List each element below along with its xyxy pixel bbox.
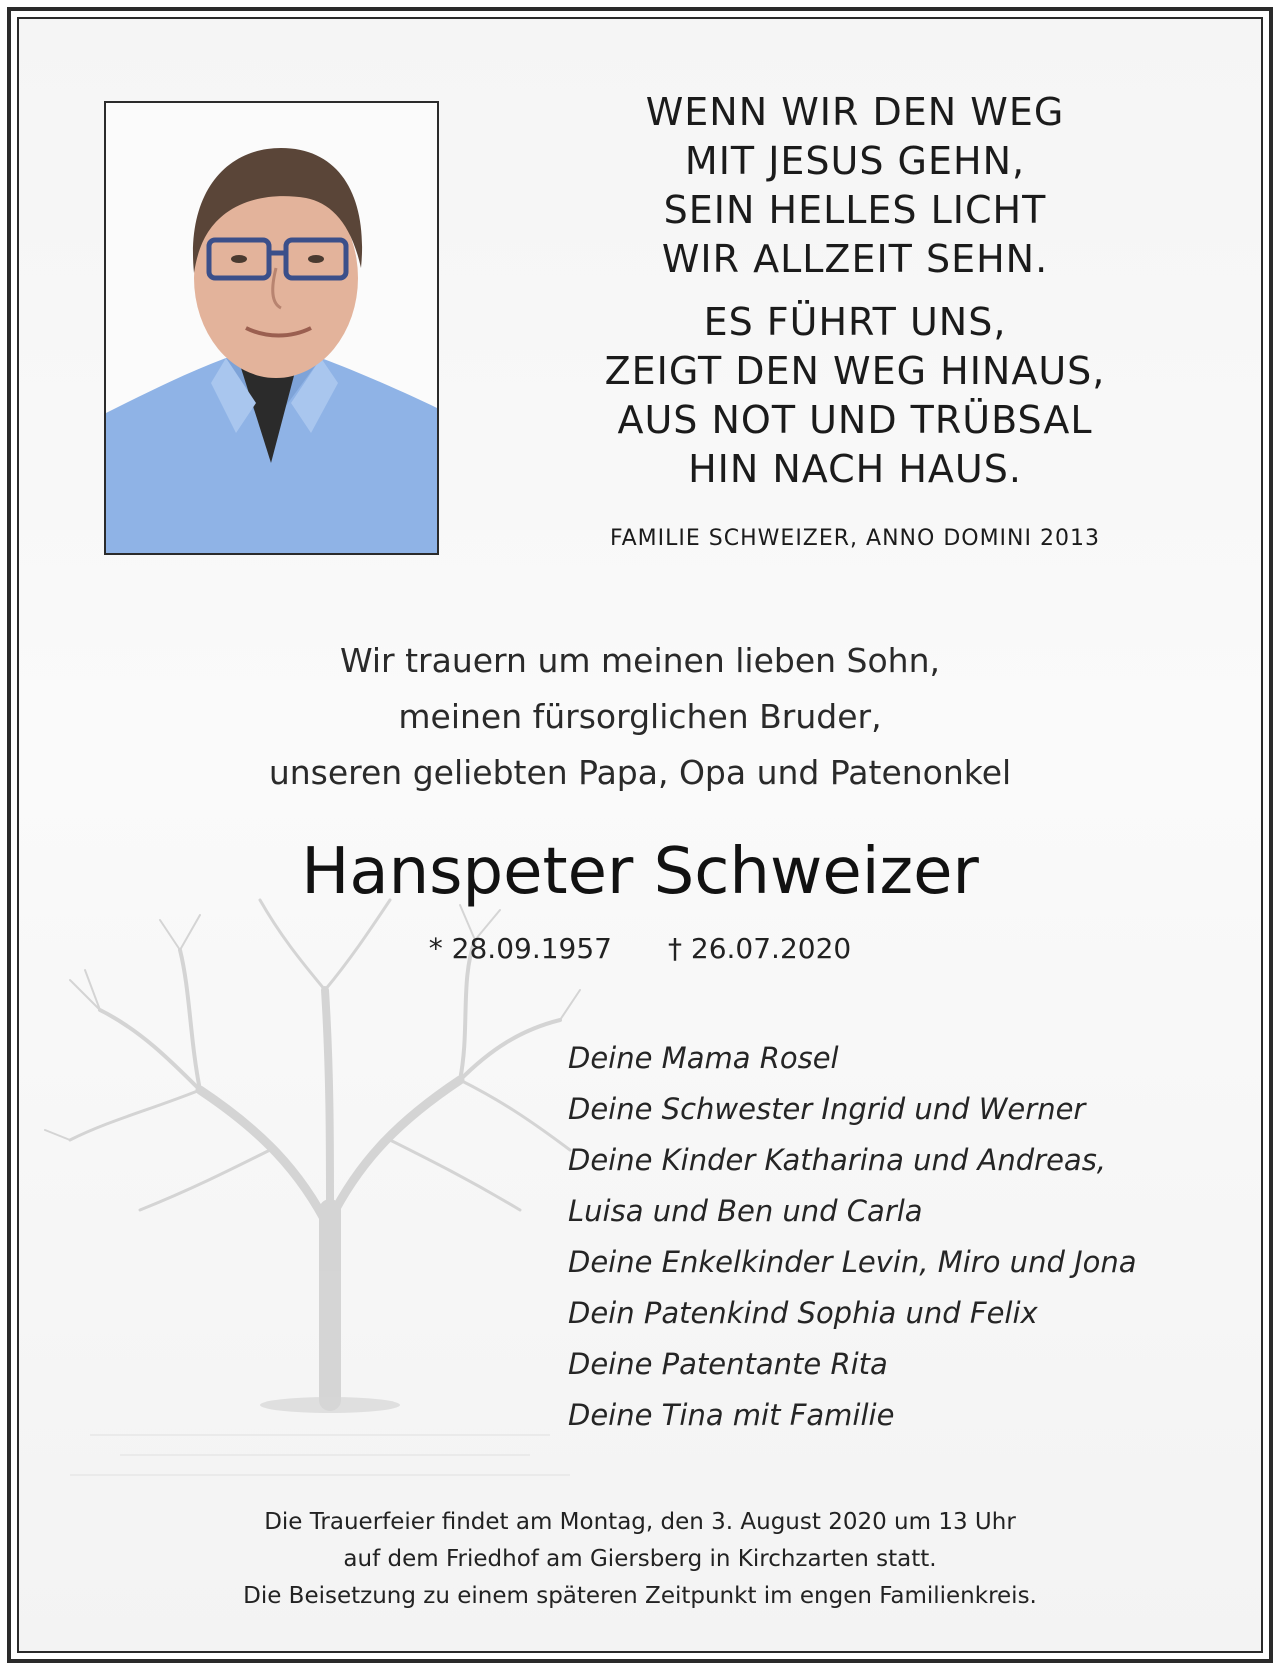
portrait-photo [104, 101, 439, 555]
service-line: auf dem Friedhof am Giersberg in Kirchzarten statt. [343, 1546, 937, 1572]
death-date: † 26.07.2020 [668, 932, 852, 965]
poem-line: HIN NACH HAUS. [688, 447, 1022, 491]
intro-line: meinen fürsorglichen Bruder, [398, 697, 882, 736]
intro-line: Wir trauern um meinen lieben Sohn, [339, 641, 940, 680]
birth-date: * 28.09.1957 [428, 932, 612, 965]
mourner-line: Deine Enkelkinder Levin, Miro und Jona [568, 1245, 1137, 1279]
mourning-intro [160, 633, 1120, 801]
intro-line: unseren geliebten Papa, Opa und Patenonkel [268, 753, 1012, 792]
poem-line: AUS NOT UND TRÜBSAL [617, 398, 1093, 442]
poem-stanza [560, 88, 1150, 284]
poem [560, 88, 1150, 508]
deceased-name: Hanspeter Schweizer [301, 835, 979, 909]
mourner-line: Luisa und Ben und Carla [568, 1194, 923, 1228]
mourner-line: Deine Mama Rosel [568, 1041, 839, 1075]
poem-line: WENN WIR DEN WEG [645, 90, 1065, 134]
mourner-line: Deine Schwester Ingrid und Werner [568, 1092, 1086, 1126]
tree-illustration [30, 880, 590, 1480]
poem-line: MIT JESUS GEHN, [684, 139, 1026, 183]
service-line: Die Beisetzung zu einem späteren Zeitpunkt im engen Familienkreis. [243, 1583, 1037, 1609]
poem-line: ZEIGT DEN WEG HINAUS, [604, 349, 1106, 393]
poem-line: ES FÜHRT UNS, [703, 300, 1007, 344]
mourner-line: Dein Patenkind Sophia und Felix [568, 1296, 1038, 1330]
mourner-line: Deine Tina mit Familie [568, 1398, 895, 1432]
poem-line: SEIN HELLES LICHT [663, 188, 1047, 232]
mourners-list [568, 1033, 1168, 1441]
service-info [140, 1504, 1140, 1615]
poem-credit: FAMILIE SCHWEIZER, ANNO DOMINI 2013 [610, 526, 1100, 551]
mourner-line: Deine Kinder Katharina und Andreas, [568, 1143, 1107, 1177]
poem-line: WIR ALLZEIT SEHN. [661, 237, 1049, 281]
life-dates [340, 932, 940, 965]
service-line: Die Trauerfeier findet am Montag, den 3. August 2020 um 13 Uhr [264, 1509, 1016, 1535]
mourner-line: Deine Patentante Rita [568, 1347, 888, 1381]
poem-stanza [560, 298, 1150, 494]
